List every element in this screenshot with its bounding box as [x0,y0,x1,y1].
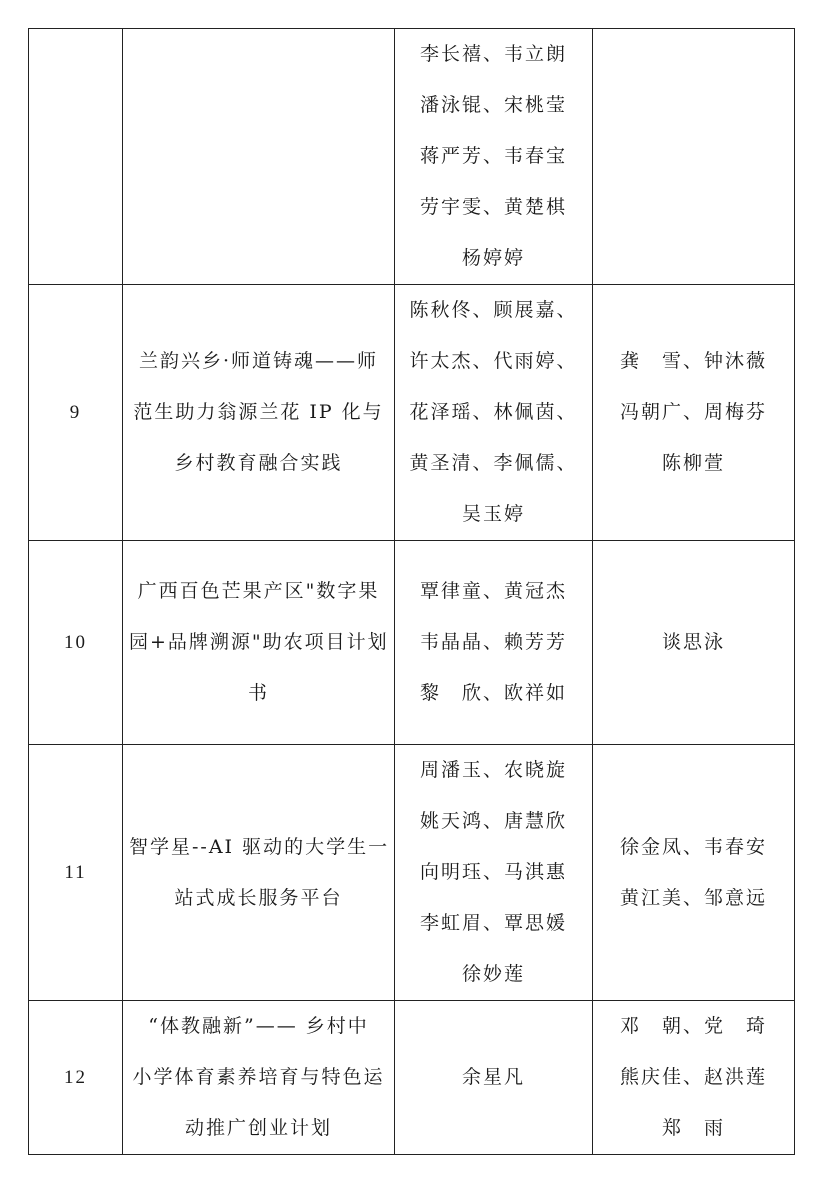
table-row [29,1001,795,1155]
team-members: 周潘玉、农晓旋 姚天鸿、唐慧欣 向明珏、马淇惠 李虹眉、覃思媛 徐妙莲 [395,745,593,1001]
project-name: “体教融新”—— 乡村中 小学体育素养培育与特色运 动推广创业计划 [123,1001,395,1155]
team-members: 覃律童、黄冠杰 韦晶晶、赖芳芳 黎 欣、欧祥如 [395,541,593,745]
project-name [123,29,395,285]
row-number: 9 [29,285,123,541]
advisors: 龚 雪、钟沐薇 冯朝广、周梅芬 陈柳萱 [593,285,795,541]
team-members: 余星凡 [395,1001,593,1155]
project-name: 兰韵兴乡·师道铸魂——师 范生助力翁源兰花 IP 化与 乡村教育融合实践 [123,285,395,541]
table-row [29,745,795,1001]
table-row [29,285,795,541]
project-name: 智学星--AI 驱动的大学生一 站式成长服务平台 [123,745,395,1001]
advisors: 邓 朝、党 琦 熊庆佳、赵洪莲 郑 雨 [593,1001,795,1155]
team-members: 陈秋佟、顾展嘉、 许太杰、代雨婷、 花泽瑶、林佩茵、 黄圣清、李佩儒、 吴玉婷 [395,285,593,541]
advisors [593,29,795,285]
project-table [28,28,795,1155]
advisors: 谈思泳 [593,541,795,745]
row-number [29,29,123,285]
table-row [29,29,795,285]
team-members: 李长禧、韦立朗 潘泳锟、宋桃莹 蒋严芳、韦春宝 劳宇雯、黄楚棋 杨婷婷 [395,29,593,285]
row-number: 11 [29,745,123,1001]
project-name: 广西百色芒果产区"数字果 园+品牌溯源"助农项目计划 书 [123,541,395,745]
advisors: 徐金凤、韦春安 黄江美、邹意远 [593,745,795,1001]
row-number: 12 [29,1001,123,1155]
table-row [29,541,795,745]
row-number: 10 [29,541,123,745]
